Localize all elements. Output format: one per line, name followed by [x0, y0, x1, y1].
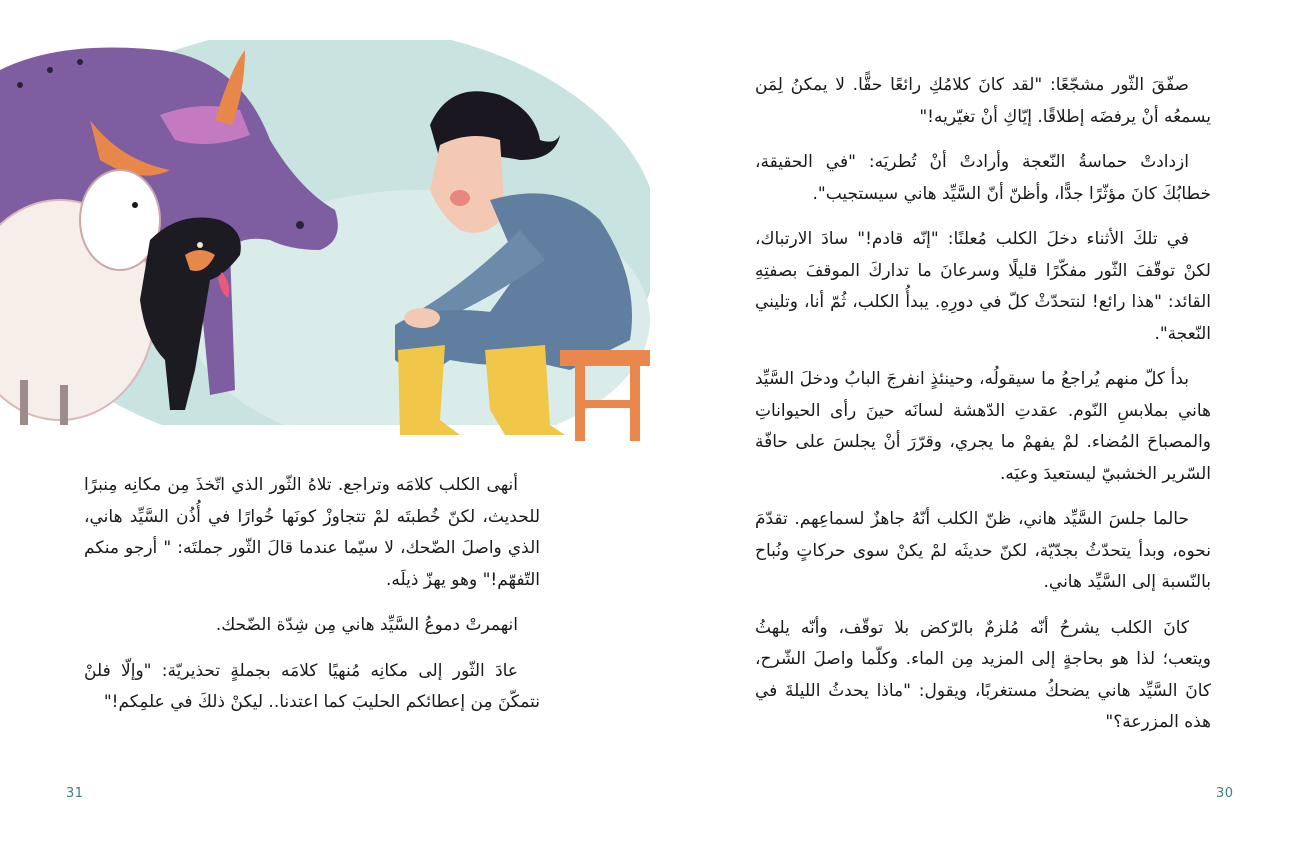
right-page-text — [755, 70, 1211, 753]
paragraph: بدأ كلّ منهم يُراجعُ ما سيقولُه، وحينئذٍ انفرجَ البابُ ودخلَ السَّيِّد هاني بملابسِ النّوم. عقدتِ الدّهشة لسانَه حينَ رأى الحيواناتِ والمصباحَ المُضاء. لمْ يفهمْ ما يجري، وقرّرَ أنْ يجلسَ على حافّة السّرير الخشبيّ ليستعيدَ وعيَه. — [755, 369, 1211, 484]
page-number: 30 — [1216, 786, 1234, 801]
paragraph: صفّقَ الثّور مشجّعًا: "لقد كانَ كلامُكِ رائعًا حقًّا. لا يمكنُ لِمَن يسمعُه أنْ يرفضَه إطلاقًا. إيّاكِ أنْ تغيّريه!" — [755, 75, 1211, 127]
paragraph: كانَ الكلب يشرحُ أنّه مُلزمٌ بالرّكض بلا توقّف، وأنّه يلهثُ ويتعب؛ لذا هو بحاجةٍ إلى المزيد مِن الماء. وكلّما واصلَ الشّرح، كانَ السَّيِّد هاني يضحكُ مستغربًا، ويقول: "ماذا يحدثُ الليلةَ في هذه المزرعة؟" — [755, 617, 1211, 732]
paragraph: حالما جلسَ السَّيِّد هاني، ظنّ الكلب أنّهُ جاهزٌ لسماعِهم. تقدّمَ نحوه، وبدأ يتحدّثُ بجدّيّة، لكنّ حديثَه لمْ يكنْ سوى حركاتٍ ونُباح بالنّسبة إلى السَّيِّد هاني. — [755, 509, 1211, 592]
paragraph: عادَ الثّور إلى مكانِه مُنهيًا كلامَه بجملةٍ تحذيريّة: "وإلّا فلنْ نتمكّنَ مِن إعطائكم الحليبَ كما اعتدنا.. ليكنْ ذلكَ في علمِكم!" — [84, 660, 540, 712]
paragraph: ازدادتْ حماسةُ النّعجة وأرادتْ أنْ تُطريَه: "في الحقيقة، خطابُكَ كانَ مؤثّرًا جدًّا، وأظنّ أنّ السَّيِّد هاني سيستجيب". — [755, 152, 1211, 204]
illustration-svg — [0, 40, 650, 455]
story-illustration — [0, 40, 650, 455]
paragraph: أنهى الكلب كلامَه وتراجع. تلاهُ الثّور الذي اتّخذَ مِن مكانِه مِنبرًا للحديث، لكنّ خُطبتَه لمْ تتجاوزْ كونَها خُوارًا في أُذُن السَّيِّد هاني، الذي واصلَ الضّحك، لا سيّما عندما قالَ الثّور جملتَه: " أرجو منكم التّفهّم!" وهو يهزّ ذيلَه. — [84, 475, 540, 590]
paragraph: انهمرتْ دموعُ السَّيِّد هاني مِن شِدّة الضّحك. — [215, 615, 518, 635]
paragraph: في تلكَ الأثناء دخلَ الكلب مُعلنًا: "إنّه قادم!" سادَ الارتباك، لكنْ توقّفَ الثّور مفكّرًا قليلًا وسرعانَ ما تداركَ الموقفَ بصفتِهِ القائد: "هذا رائع! لنتحدّثْ كلّ في دورِهِ. يبدأُ الكلب، ثُمّ أنا، وتليني النّعجة". — [755, 229, 1211, 344]
page-number: 31 — [66, 786, 84, 801]
left-page-text — [84, 470, 540, 733]
right-page — [647, 0, 1294, 843]
